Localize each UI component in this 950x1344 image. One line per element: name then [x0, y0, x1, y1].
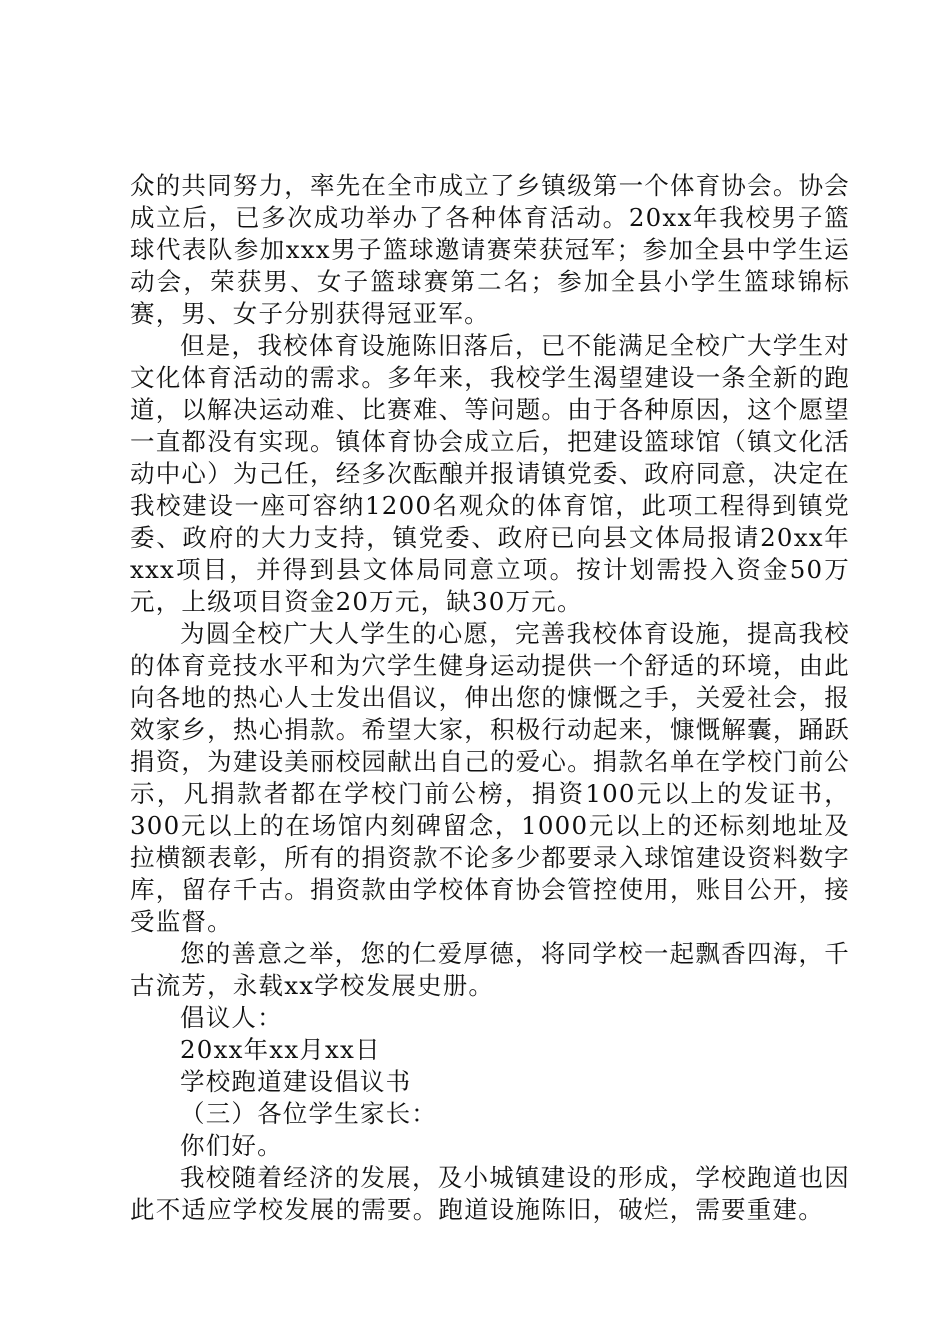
next-document-title: 学校跑道建设倡议书 — [180, 1067, 412, 1096]
paragraph-continuation: 众的共同努力，率先在全市成立了乡镇级第一个体育协会。协会成立后，已多次成功举办了各种体育活动。20xx年我校男子篮球代表队参加xxx男子篮球邀请赛荣获冠军；参加全县中学生运动会，荣获男、女子篮球赛第二名；参加全县小学生篮球锦标赛，男、女子分别获得冠亚军。 — [130, 171, 850, 328]
document-date: 20xx年xx月xx日 — [180, 1035, 381, 1064]
document-body — [130, 170, 850, 1226]
paragraph-facilities: 但是，我校体育设施陈旧落后，已不能满足全校广大学生对文化体育活动的需求。多年来，我校学生渴望建设一条全新的跑道，以解决运动难、比赛难、等问题。由于各种原因，这个愿望一直都没有实现。镇体育协会成立后，把建设篮球馆（镇文化活动中心）为己任，经多次酝酿并报请镇党委、政府同意，决定在我校建设一座可容纳1200名观众的体育馆，此项工程得到镇党委、政府的大力支持，镇党委、政府已向县文体局报请20xx年xxx项目，并得到县文体局同意立项。按计划需投入资金50万元，上级项目资金20万元，缺30万元。 — [130, 331, 850, 616]
paragraph-appeal: 为圆全校广大人学生的心愿，完善我校体育设施，提高我校的体育竞技水平和为穴学生健身运动提供一个舒适的环境，由此向各地的热心人士发出倡议，伸出您的慷慨之手，关爱社会，报效家乡，热心捐款。希望大家，积极行动起来，慷慨解囊，踊跃捐资，为建设美丽校园献出自己的爱心。捐款名单在学校门前公示，凡捐款者都在学校门前公榜，捐资100元以上的发证书，300元以上的在场馆内刻碑留念，1000元以上的还标刻地址及拉横额表彰，所有的捐资款不论多少都要录入球馆建设资料数字库，留存千古。捐资款由学校体育协会管控使用，账目公开，接受监督。 — [130, 619, 850, 936]
paragraph-closing: 您的善意之举，您的仁爱厚德，将同学校一起飘香四海，千古流芳，永载xx学校发展史册。 — [130, 939, 850, 1000]
initiator-label: 倡议人： — [180, 1003, 283, 1032]
next-document-heading: （三）各位学生家长： — [180, 1099, 437, 1128]
greeting: 你们好。 — [180, 1131, 283, 1160]
paragraph-track: 我校随着经济的发展，及小城镇建设的形成，学校跑道也因此不适应学校发展的需要。跑道设施陈旧，破烂，需要重建。 — [130, 1163, 850, 1224]
